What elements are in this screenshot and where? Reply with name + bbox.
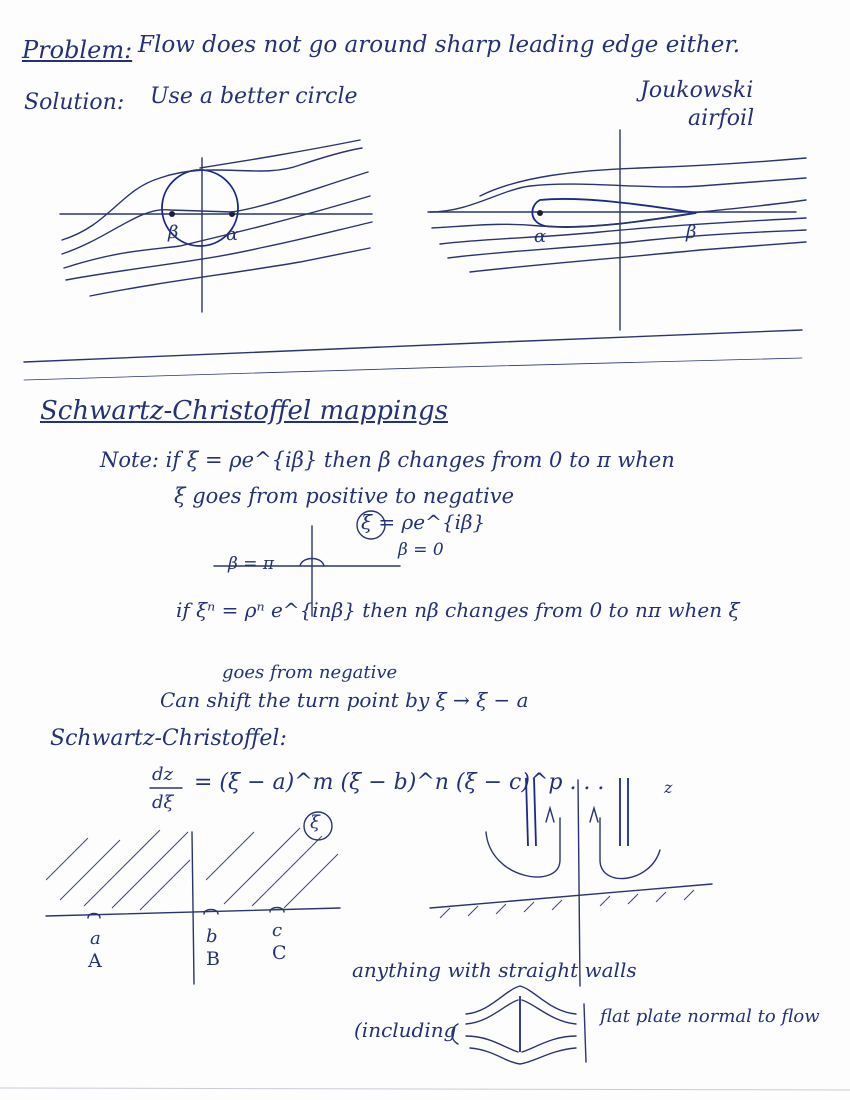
note-line-2: ξ goes from positive to negative [174,484,515,508]
circled-equation: ξ = ρe^{iβ} [361,510,486,534]
point-alpha-left: α [226,224,239,245]
point-c-upper: C [272,942,287,964]
beta-zero-label: β = 0 [398,540,444,560]
point-beta-right: β [686,222,697,243]
point-alpha-right: α [534,226,547,247]
point-c-lower: c [272,920,283,941]
beta-pi-label: β = π [228,554,275,574]
formula-dxi: dξ [152,792,174,813]
problem-label: Problem: [22,36,133,64]
including-text: (including [354,1018,457,1042]
solution-label: Solution: [24,90,125,115]
solution-text: Use a better circle [150,84,358,109]
point-a-upper: A [88,950,102,972]
joukowski-title-line1: Joukowski [640,78,754,103]
power-line-2: goes from negative [222,662,398,683]
point-a-lower: a [90,928,101,949]
schwartz-christoffel-label: Schwartz-Christoffel: [50,726,287,751]
anything-text: anything with straight walls [352,958,637,982]
point-b-lower: b [206,926,218,947]
z-plane-label: z [664,778,673,797]
formula-rhs: = (ξ − a)^m (ξ − b)^n (ξ − c)^p . . . [194,770,605,795]
point-beta-left: β [168,222,179,243]
formula-dz: dz [152,764,174,785]
flat-plate-text: flat plate normal to flow [600,1006,820,1027]
point-b-upper: B [206,948,220,970]
note-line-1: Note: if ξ = ρe^{iβ} then β changes from 0 to π when [100,448,675,472]
section-title: Schwartz-Christoffel mappings [40,396,448,426]
xi-plane-label: ξ [310,812,320,833]
problem-text: Flow does not go around sharp leading edge either. [138,32,741,58]
joukowski-title-line2: airfoil [688,106,755,131]
shift-line: Can shift the turn point by ξ → ξ − a [160,688,529,712]
power-line-1: if ξⁿ = ρⁿ e^{inβ} then nβ changes from 0 to nπ when ξ [176,598,740,622]
